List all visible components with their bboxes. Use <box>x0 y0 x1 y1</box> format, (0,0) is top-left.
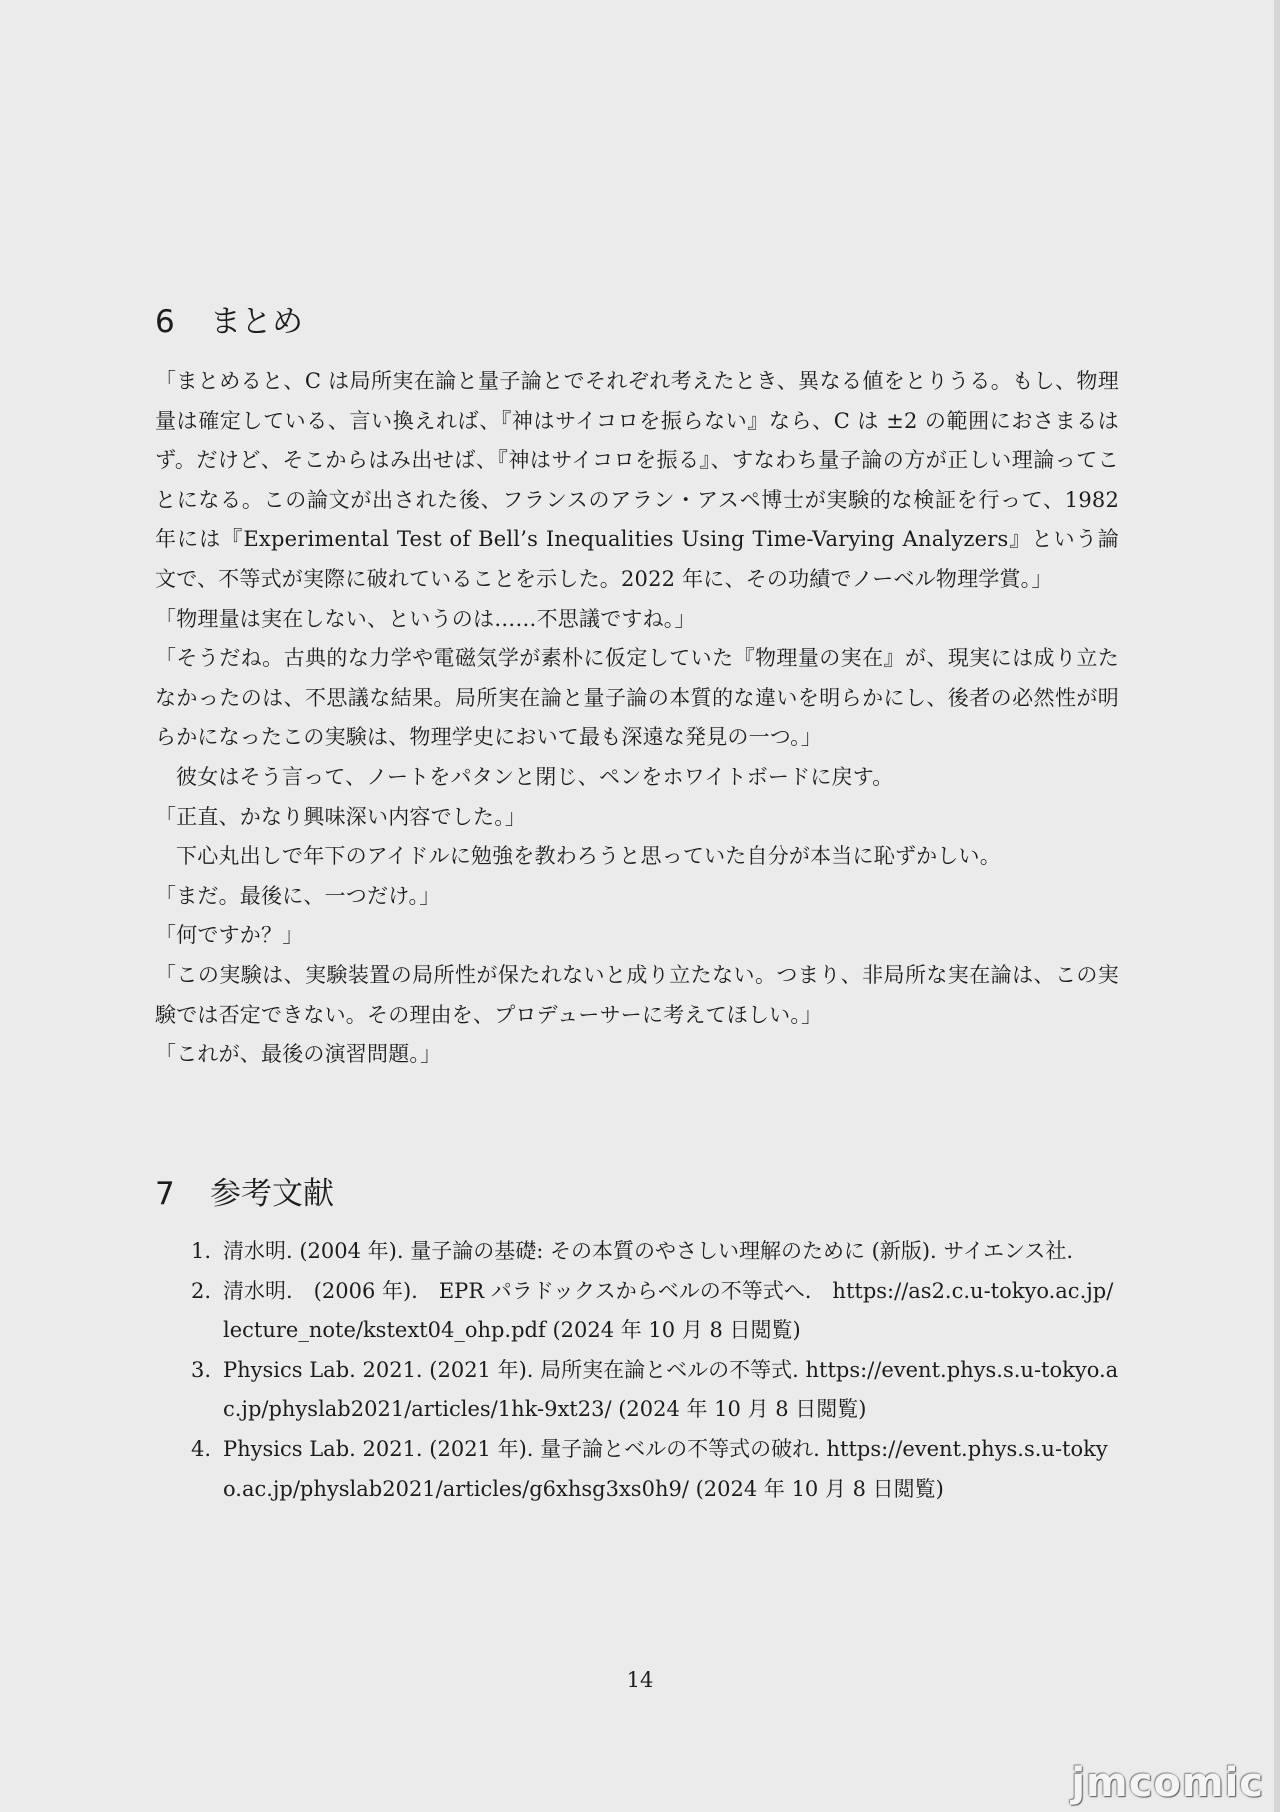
reference-number: 3. <box>191 1357 212 1382</box>
paragraph: 彼女はそう言って、ノートをパタンと閉じ、ペンをホワイトボードに戻す。 <box>176 764 894 789</box>
reference-item <box>155 1272 1119 1351</box>
section-title: 参考文献 <box>210 1176 334 1212</box>
section-number: 7 <box>155 1176 175 1212</box>
paragraph: 「まだ。最後に、一つだけ。」 <box>155 883 441 908</box>
reference-number: 2. <box>191 1278 212 1303</box>
reference-list <box>155 1232 1119 1509</box>
section-heading-summary <box>155 296 303 341</box>
reference-text: 清水明. (2004 年). 量子論の基礎: その本質のやさしい理解のために (新版). サイエンス社. <box>223 1239 1074 1263</box>
section-heading-references <box>155 1168 334 1213</box>
paragraph: 「そうだね。古典的な力学や電磁気学が素朴に仮定していた『物理量の実在』が、現実には成り立たなかったのは、不思議な結果。局所実在論と量子論の本質的な違いを明らかにし、後者の必然性が明らかになったこの実験は、物理学史において最も深遠な発見の一つ。」 <box>155 646 1119 750</box>
page-edge <box>1274 0 1280 1812</box>
reference-item <box>155 1430 1119 1509</box>
reference-number: 4. <box>191 1436 212 1461</box>
watermark-logo: jmcomic <box>1071 1760 1264 1806</box>
paragraph: 「この実験は、実験装置の局所性が保たれないと成り立たない。つまり、非局所な実在論は、この実験では否定できない。その理由を、プロデューサーに考えてほしい。」 <box>155 962 1119 1027</box>
paragraph: 「何ですか？」 <box>155 923 304 948</box>
reference-item <box>155 1232 1119 1272</box>
paragraph: 下心丸出しで年下のアイドルに勉強を教わろうと思っていた自分が本当に恥ずかしい。 <box>176 844 1001 869</box>
paragraph: 「まとめると、C は局所実在論と量子論とでそれぞれ考えたとき、異なる値をとりうる。もし、物理量は確定している、言い換えれば、『神はサイコロを振らない』なら、C は ±2 の範囲におさまるはず。だけど、そこからはみ出せば、『神はサイコロを振る』、すなわち量子論の方が正しい理論ってことになる。この論文が出された後、フランスのアラン・アスペ博士が実験的な検証を行って、1982 年には『Experimental Test of Bell’s Inequalities Using Time-Varying Analyzers』という論文で、不等式が実際に破れていることを示した。2022 年に、その功績でノーベル物理学賞。」 <box>155 369 1119 591</box>
page-number: 14 <box>626 1668 654 1692</box>
paragraph: 「正直、かなり興味深い内容でした。」 <box>155 804 527 829</box>
reference-item <box>155 1351 1119 1430</box>
summary-body <box>155 362 1119 1075</box>
reference-text: Physics Lab. 2021. (2021 年). 局所実在論とベルの不等式. https://event.phys.s.u-tokyo.ac.jp/physlab2021/articles/1hk-9xt23/ (2024 年 10 月 8 日閲覧) <box>223 1357 1119 1422</box>
paragraph: 「物理量は実在しない、というのは……不思議ですね。」 <box>155 606 696 631</box>
reference-text: Physics Lab. 2021. (2021 年). 量子論とベルの不等式の破れ. https://event.phys.s.u-tokyo.ac.jp/physlab2021/articles/g6xhsg3xs0h9/ (2024 年 10 月 8 日閲覧) <box>223 1436 1108 1501</box>
section-number: 6 <box>155 304 175 340</box>
section-title: まとめ <box>210 304 303 340</box>
paragraph: 「これが、最後の演習問題。」 <box>155 1042 442 1067</box>
reference-number: 1. <box>191 1239 212 1263</box>
reference-text: 清水明. (2006 年). EPR パラドックスからベルの不等式へ. https://as2.c.u-tokyo.ac.jp/lecture_note/kstext04_ohp.pdf (2024 年 10 月 8 日閲覧) <box>223 1278 1114 1343</box>
